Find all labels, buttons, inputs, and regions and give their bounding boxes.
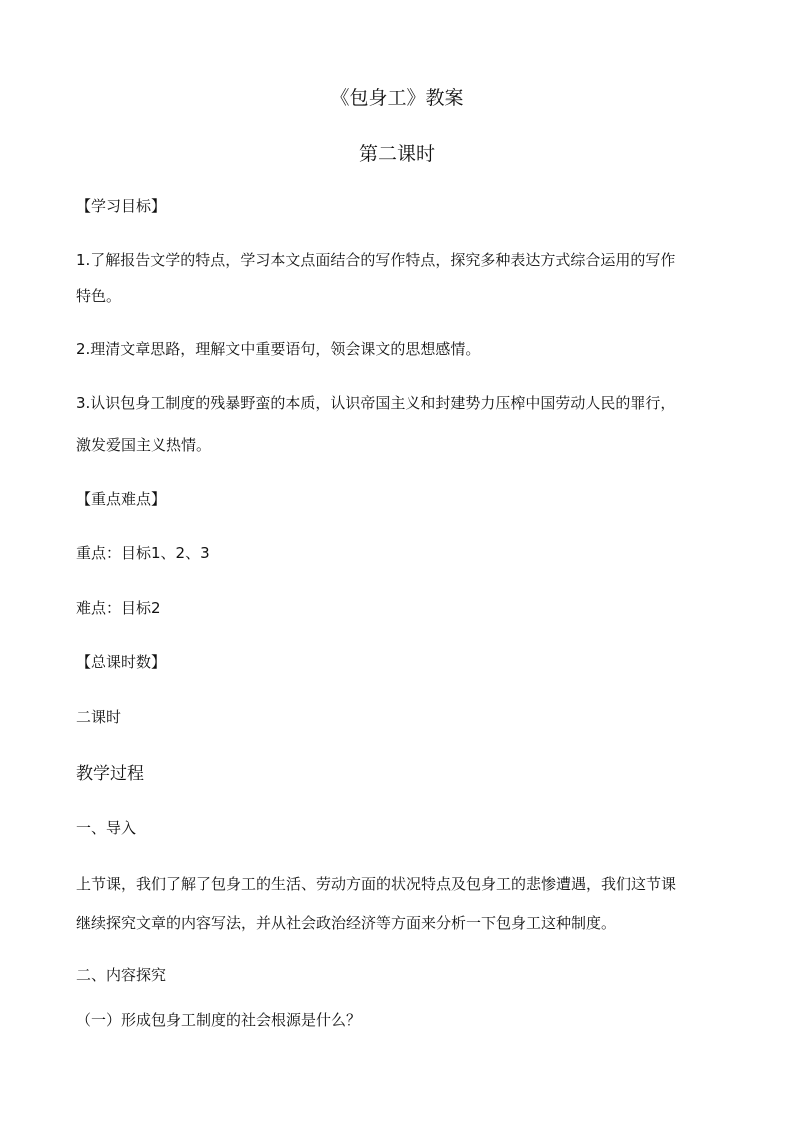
objective-2: 2.理清文章思路，理解文中重要语句，领会课文的思想感情。 (76, 340, 481, 358)
objective-3-line-1: 3.认识包身工制度的残暴野蛮的本质，认识帝国主义和封建势力压榨中国劳动人民的罪行， (76, 394, 676, 412)
section-2-heading: 二、内容探究 (76, 966, 167, 984)
key-point: 重点：目标1、2、3 (76, 544, 210, 562)
difficult-point: 难点：目标2 (76, 599, 161, 617)
intro-line-2: 继续探究文章的内容写法，并从社会政治经济等方面来分析一下包身工这种制度。 (76, 914, 617, 932)
document-title: 《包身工》教案 (330, 87, 464, 109)
objective-3-line-2: 激发爱国主义热情。 (76, 436, 212, 454)
total-hours: 二课时 (76, 708, 122, 726)
section-1-heading: 一、导入 (76, 819, 137, 837)
question-1: （一）形成包身工制度的社会根源是什么？ (76, 1011, 362, 1029)
objective-1-line-2: 特色。 (76, 287, 122, 305)
teaching-process-heading: 教学过程 (76, 764, 144, 784)
key-points-heading: 【重点难点】 (76, 490, 167, 508)
objective-1-line-1: 1.了解报告文学的特点，学习本文点面结合的写作特点，探究多种表达方式综合运用的写作 (76, 251, 676, 269)
objectives-heading: 【学习目标】 (76, 197, 167, 215)
lesson-period-subtitle: 第二课时 (358, 143, 435, 165)
total-hours-heading: 【总课时数】 (76, 653, 167, 671)
intro-line-1: 上节课，我们了解了包身工的生活、劳动方面的状况特点及包身工的悲惨遭遇，我们这节课 (76, 875, 677, 893)
